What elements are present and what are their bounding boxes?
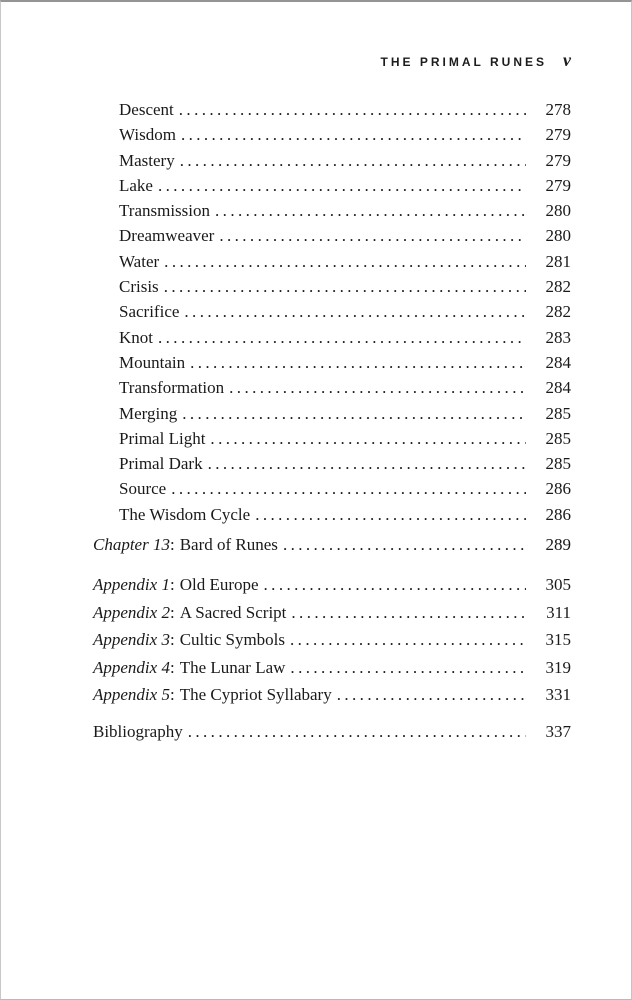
toc-page-number: 283 xyxy=(545,327,571,347)
toc-page-number: 280 xyxy=(545,226,571,246)
dot-leader xyxy=(184,299,526,324)
dot-leader xyxy=(283,532,526,557)
toc-entry xyxy=(119,173,571,198)
toc-entry-label: Descent xyxy=(119,100,174,119)
toc-entry xyxy=(119,476,571,501)
toc-page-number: 279 xyxy=(545,175,571,195)
toc-entry-label: The Wisdom Cycle xyxy=(119,504,251,524)
toc-entry-title: Old Europe xyxy=(179,575,259,595)
toc-entry-label xyxy=(93,626,285,654)
toc-entry-prefix: Appendix 1 xyxy=(93,575,170,595)
dot-leader xyxy=(164,274,526,299)
toc-entry xyxy=(93,626,571,654)
toc-bibliography-entry xyxy=(93,718,571,746)
toc-entry-label xyxy=(93,681,332,709)
toc-page-number: 278 xyxy=(545,100,571,119)
toc-entry-title: The Cypriot Syllabary xyxy=(179,685,332,705)
folio-page-number: v xyxy=(563,50,571,70)
toc-entry-label xyxy=(93,571,259,599)
dot-leader xyxy=(264,571,526,599)
dot-leader xyxy=(215,198,526,223)
toc-entry-prefix: Appendix 3 xyxy=(93,630,170,650)
toc-entry-label: Lake xyxy=(119,175,153,195)
toc-page-number: 282 xyxy=(545,302,571,322)
dot-leader xyxy=(208,451,526,476)
toc-entry-title: Bard of Runes xyxy=(179,535,278,555)
toc-entry-label: Transmission xyxy=(119,201,211,221)
toc-page-number: 282 xyxy=(545,277,571,297)
dot-leader xyxy=(337,681,526,709)
toc-page-number: 285 xyxy=(545,403,571,423)
toc-entry xyxy=(119,451,571,476)
toc-page-number: 337 xyxy=(545,721,571,741)
toc-entry-label: Mastery xyxy=(119,150,175,170)
toc-entry-label: Primal Dark xyxy=(119,454,203,474)
toc-entry-prefix: Appendix 2 xyxy=(93,602,170,622)
toc-entry xyxy=(93,654,571,682)
toc-entry-label: Crisis xyxy=(119,277,159,297)
toc-entry-label: Merging xyxy=(119,403,178,423)
toc-entry-title: The Lunar Law xyxy=(179,657,286,677)
toc-entry xyxy=(93,571,571,599)
toc-page-number: 305 xyxy=(545,575,571,595)
toc-page-number: 289 xyxy=(545,535,571,555)
toc-page-number: 284 xyxy=(545,378,571,398)
toc-entry xyxy=(93,681,571,709)
dot-leader xyxy=(179,97,526,122)
toc-entry-label: Transformation xyxy=(119,378,225,398)
toc-entry xyxy=(93,599,571,627)
toc-entry xyxy=(119,148,571,173)
toc-appendix-list xyxy=(93,571,571,709)
toc-entry-prefix: Appendix 4 xyxy=(93,657,170,677)
toc-page-number: 331 xyxy=(545,685,571,705)
dot-leader xyxy=(190,350,526,375)
toc-entry-label: Mountain xyxy=(119,352,186,372)
toc-entry xyxy=(119,401,571,426)
dot-leader xyxy=(229,375,526,400)
toc-entry xyxy=(119,249,571,274)
toc-entry xyxy=(119,325,571,350)
toc-chapter-entry xyxy=(93,532,571,557)
running-head xyxy=(93,52,571,70)
toc-entry-label: Water xyxy=(119,251,160,271)
toc-entry xyxy=(119,502,571,527)
toc-page-number: 279 xyxy=(545,125,571,145)
dot-leader xyxy=(171,476,526,501)
toc-entry-separator: : xyxy=(169,657,175,677)
toc-entry xyxy=(119,97,571,122)
dot-leader xyxy=(188,718,526,746)
toc-entry-title: Cultic Symbols xyxy=(179,630,286,650)
toc-entry xyxy=(119,274,571,299)
toc-entry-prefix: Chapter 13 xyxy=(93,535,170,555)
toc-entry xyxy=(119,223,571,248)
toc-entry-separator: : xyxy=(169,685,175,705)
toc-page-number: 280 xyxy=(545,201,571,221)
dot-leader xyxy=(290,654,526,682)
toc-entry-label xyxy=(93,654,285,682)
dot-leader xyxy=(219,223,526,248)
dot-leader xyxy=(290,626,526,654)
toc-entry xyxy=(119,375,571,400)
dot-leader xyxy=(210,426,526,451)
dot-leader xyxy=(158,325,526,350)
dot-leader xyxy=(164,249,526,274)
toc-entry-separator: : xyxy=(169,630,175,650)
toc-page-number: 285 xyxy=(545,454,571,474)
toc-entry xyxy=(119,350,571,375)
page-content xyxy=(93,52,571,745)
toc-entry-label: Wisdom xyxy=(119,125,176,145)
dot-leader xyxy=(182,401,526,426)
dot-leader xyxy=(180,148,526,173)
toc-entry-label: Source xyxy=(119,479,167,499)
toc-entry-separator: : xyxy=(169,602,175,622)
book-title: THE PRIMAL RUNES xyxy=(380,55,547,69)
toc-page-number: 281 xyxy=(545,251,571,271)
toc-entry xyxy=(119,198,571,223)
toc-entry-label: Dreamweaver xyxy=(119,226,215,246)
dot-leader xyxy=(255,502,526,527)
toc-page-number: 311 xyxy=(546,602,571,622)
toc-page-number: 315 xyxy=(545,630,571,650)
toc-page-number: 284 xyxy=(545,352,571,372)
toc-entry-label: Knot xyxy=(119,327,153,347)
toc-entry-label xyxy=(93,532,278,557)
toc-entry-label xyxy=(93,599,286,627)
toc-page-number: 286 xyxy=(545,479,571,499)
toc-entry xyxy=(119,426,571,451)
toc-sub-list xyxy=(93,97,571,527)
toc-page-number: 285 xyxy=(545,428,571,448)
dot-leader xyxy=(181,122,526,147)
toc-entry-label: Primal Light xyxy=(119,428,206,448)
toc-entry-label: Sacrifice xyxy=(119,302,180,322)
toc-entry-label: Bibliography xyxy=(93,721,183,741)
toc-page-number: 319 xyxy=(545,657,571,677)
dot-leader xyxy=(158,173,526,198)
toc-entry xyxy=(119,122,571,147)
toc-entry-prefix: Appendix 5 xyxy=(93,685,170,705)
toc-entry-separator: : xyxy=(169,575,175,595)
table-of-contents xyxy=(93,97,571,745)
toc-entry xyxy=(119,299,571,324)
toc-page-number: 286 xyxy=(545,504,571,524)
dot-leader xyxy=(291,599,526,627)
toc-entry-title: A Sacred Script xyxy=(179,602,287,622)
toc-entry-separator: : xyxy=(169,535,175,555)
toc-page-number: 279 xyxy=(545,150,571,170)
